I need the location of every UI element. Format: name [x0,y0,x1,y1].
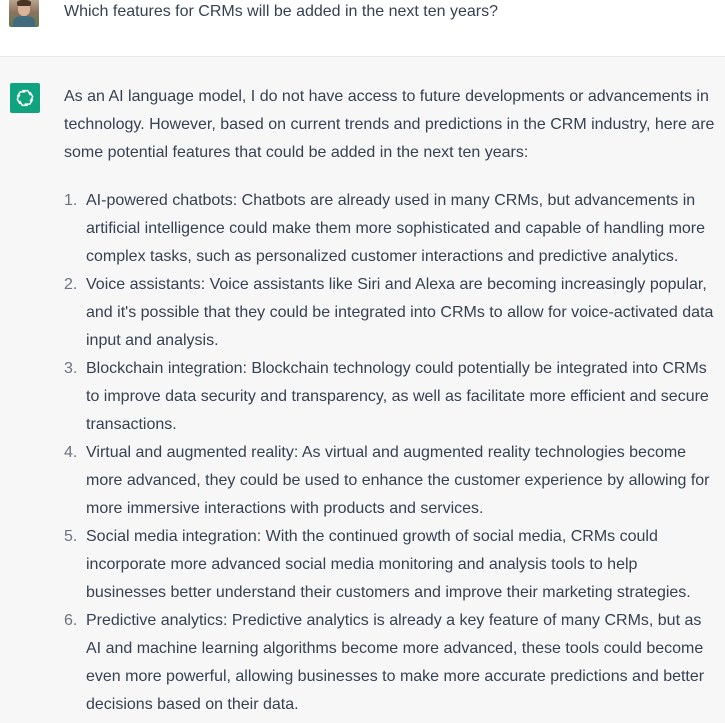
openai-logo-icon [10,83,40,113]
list-item [64,439,719,523]
user-message [0,0,725,57]
feature-list [64,187,719,719]
list-item [64,187,719,271]
list-item-number: 6. [64,612,78,629]
assistant-answer [64,83,719,719]
list-item-number: 1. [64,192,78,209]
list-item [64,523,719,607]
list-item-number: 3. [64,360,78,377]
list-item-text: AI-powered chatbots: Chatbots are already used in many CRMs, but advancements in artificial intelligence could make them more sophisticated and capable of handling more complex tasks, such as personalized customer interactions and predictive analytics. [86,192,706,265]
list-item [64,271,719,355]
list-item-text: Predictive analytics: Predictive analytics is already a key feature of many CRMs, but as AI and machine learning algorithms become more advanced, these tools could become even more powerful, allowing businesses to make more accurate predictions and better decisions based on their data. [86,612,705,713]
list-item [64,607,719,719]
answer-intro: As an AI language model, I do not have access to future developments or advancements in technology. However, based on current trends and predictions in the CRM industry, here are some potential features that could be added in the next ten years: [64,88,715,161]
list-item-text: Virtual and augmented reality: As virtual and augmented reality technologies become more advanced, they could be used to enhance the customer experience by allowing for more immersive interactions with products and services. [86,444,710,517]
list-item-number: 4. [64,444,78,461]
list-item-text: Voice assistants: Voice assistants like Siri and Alexa are becoming increasingly popular, and it's possible that they could be integrated into CRMs to allow for voice-activated data input and analysis. [86,276,714,349]
list-item-text: Social media integration: With the continued growth of social media, CRMs could incorporate more advanced social media monitoring and analysis tools to help businesses better understand their customers and improve their marketing strategies. [86,528,691,601]
user-question: Which features for CRMs will be added in the next ten years? [64,3,498,20]
assistant-message [0,57,725,723]
list-item-number: 2. [64,276,78,293]
list-item [64,355,719,439]
list-item-text: Blockchain integration: Blockchain technology could potentially be integrated into CRMs to improve data security and transparency, as well as facilitate more efficient and secure transactions. [86,360,709,433]
user-avatar [9,0,39,27]
list-item-number: 5. [64,528,78,545]
